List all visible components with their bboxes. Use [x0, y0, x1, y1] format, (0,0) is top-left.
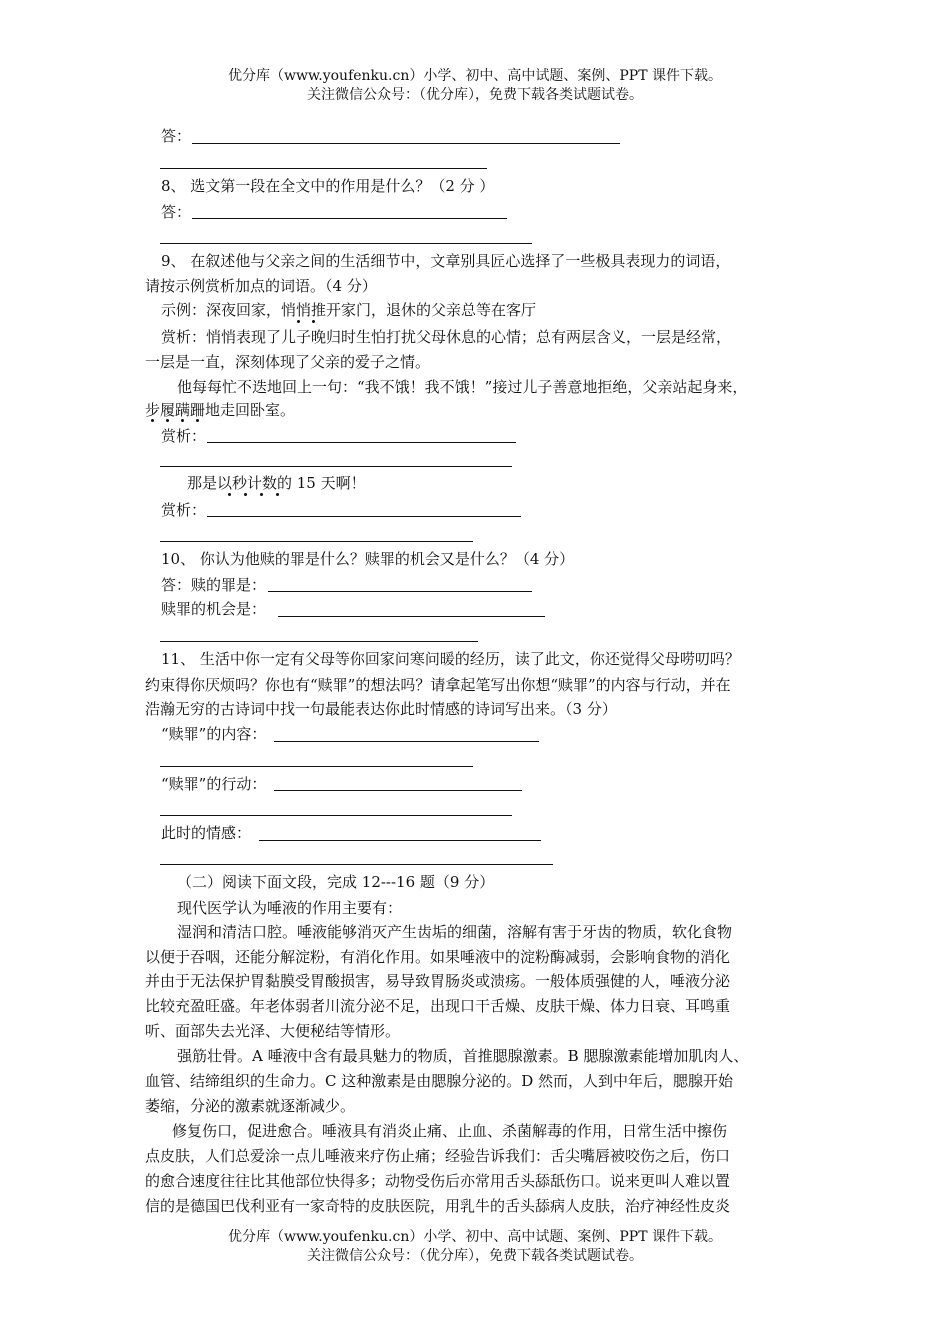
q9-analysis-2-line-1[interactable] [207, 516, 521, 517]
q9-analysis-1-line-2[interactable] [160, 466, 512, 467]
q9-sentence-1-line-1: 他每每忙不迭地回上一句：“我不饿！我不饿！”接过儿子善意地拒绝，父亲站起身来， [177, 378, 748, 396]
q10-sin-answer-line[interactable] [268, 591, 532, 592]
q10-extra-answer-line[interactable] [160, 641, 478, 642]
emphasis-dot [312, 320, 315, 323]
q9-sentence-1-line-2: 步履蹒跚地走回卧室。 [145, 401, 296, 419]
q8-answer-label: 答： [161, 203, 192, 221]
q8-answer-line-1[interactable] [192, 218, 507, 219]
emphasis-dot [151, 419, 154, 422]
q11-action-answer-line-1[interactable] [274, 790, 522, 791]
emphasis-dot [181, 419, 184, 422]
q10-chance-answer-line[interactable] [278, 616, 545, 617]
q7-answer-label: 答： [161, 127, 192, 145]
q9-analysis-label-1: 赏析： [161, 427, 207, 445]
q9-question-line-1: 9、 在叙述他与父亲之间的生活细节中，文章别具匠心选择了一些极具表现力的词语， [161, 252, 731, 270]
passage-paragraph-1-line: 以便于吞咽，还能分解淀粉，有消化作用。如果唾液中的淀粉酶减弱，会影响食物的消化 [145, 948, 731, 966]
q10-question: 10、 你认为他赎的罪是什么？赎罪的机会又是什么？（4 分） [161, 550, 575, 568]
q10-label-chance: 赎罪的机会是： [161, 600, 267, 618]
passage-paragraph-2-line: 萎缩，分泌的激素就逐渐减少。 [145, 1097, 356, 1115]
q8-question: 8、 选文第一段在全文中的作用是什么？（2 分 ） [161, 177, 495, 195]
q11-label-feeling: 此时的情感： [161, 824, 252, 842]
q7-answer-line-1[interactable] [192, 143, 620, 144]
q9-analysis-label-2: 赏析： [161, 501, 207, 519]
emphasis-dot [260, 493, 263, 496]
q11-label-action: “赎罪”的行动： [161, 775, 267, 793]
q9-sentence-2: 那是以秒计数的 15 天啊！ [187, 474, 366, 492]
passage-paragraph-3-line: 信的是德国巴伐利亚有一家奇特的皮肤医院，用乳牛的舌头舔病人皮肤，治疗神经性皮炎 [145, 1197, 731, 1215]
q9-question-line-2: 请按示例赏析加点的词语。（4 分） [145, 277, 377, 295]
passage-paragraph-3-line: 的愈合速度往往比其他部位快得多；动物受伤后亦常用舌头舔舐伤口。说来更叫人难以置 [145, 1172, 731, 1190]
passage-paragraph-1-line: 听、面部失去光泽、大便秘结等情形。 [145, 1022, 401, 1040]
passage-paragraph-2-line: 强筋壮骨。A 唾液中含有最具魅力的物质，首推腮腺激素。B 腮腺激素能增加肌肉人、 [177, 1047, 749, 1065]
q11-content-answer-line-1[interactable] [274, 741, 539, 742]
q11-question-line-2: 约束得你厌烦吗？你也有“赎罪”的想法吗？请拿起笔写出你想“赎罪”的内容与行动，并在 [145, 676, 731, 694]
q11-question-line-3: 浩瀚无穷的古诗词中找一句最能表达你此时情感的诗词写出来。（3 分） [145, 700, 617, 718]
page-header-line-1: 优分库（www.youfenku.cn）小学、初中、高中试题、案例、PPT 课件下载。 [227, 68, 722, 84]
q9-analysis-2-line-2[interactable] [160, 541, 473, 542]
passage-paragraph-3-line: 修复伤口，促进愈合。唾液具有消炎止痛、止血、杀菌解毒的作用，日常生活中擦伤 [172, 1122, 728, 1140]
page-footer-line-1: 优分库（www.youfenku.cn）小学、初中、高中试题、案例、PPT 课件下载。 [227, 1229, 722, 1245]
q9-example-analysis-line-1: 赏析：悄悄表现了儿子晚归时生怕打扰父母休息的心情；总有两层含义，一层是经常， [161, 328, 732, 346]
emphasis-dot [166, 419, 169, 422]
q11-label-content: “赎罪”的内容： [161, 725, 267, 743]
emphasis-dot [276, 493, 279, 496]
q7-answer-line-2[interactable] [160, 168, 487, 169]
passage-paragraph-1-line: 并由于无法保护胃黏膜受胃酸损害，易导致胃肠炎或溃疡。一般体质强健的人，唾液分泌 [145, 972, 731, 990]
q9-example: 示例：深夜回家，悄悄推开家门，退休的父亲总等在客厅 [161, 301, 537, 319]
q11-action-answer-line-2[interactable] [160, 815, 512, 816]
q11-content-answer-line-2[interactable] [160, 766, 473, 767]
q11-feeling-answer-line-1[interactable] [259, 840, 541, 841]
q9-example-analysis-line-2: 一层是一直，深刻体现了父亲的爱子之情。 [145, 353, 431, 371]
q8-answer-line-2[interactable] [160, 243, 532, 244]
section-2-title: （二）阅读下面文段，完成 12---16 题（9 分） [177, 873, 495, 891]
emphasis-dot [228, 493, 231, 496]
q11-question-line-1: 11、 生活中你一定有父母等你回家问寒问暖的经历，读了此文，你还觉得父母唠叨吗？ [161, 650, 740, 668]
emphasis-dot [196, 419, 199, 422]
q10-label-sin: 答：赎的罪是： [161, 576, 267, 594]
page-header-line-2: 关注微信公众号：（优分库），免费下载各类试题试卷。 [307, 87, 643, 103]
passage-paragraph-2-line: 血管、结缔组织的生命力。C 这种激素是由腮腺分泌的。D 然而，人到中年后，腮腺开始 [145, 1072, 734, 1090]
emphasis-dot [297, 320, 300, 323]
emphasis-dot [244, 493, 247, 496]
q11-feeling-answer-line-2[interactable] [160, 864, 553, 865]
page-footer-line-2: 关注微信公众号：（优分库），免费下载各类试题试卷。 [307, 1248, 643, 1264]
passage-paragraph-1-line: 湿润和清洁口腔。唾液能够消灭产生齿垢的细菌，溶解有害于牙齿的物质，软化食物 [177, 923, 733, 941]
q9-analysis-1-line-1[interactable] [207, 442, 516, 443]
section-2-intro: 现代医学认为唾液的作用主要有： [177, 899, 403, 917]
passage-paragraph-1-line: 比较充盈旺盛。年老体弱者川流分泌不足，出现口干舌燥、皮肤干燥、体力日衰、耳鸣重 [145, 997, 731, 1015]
passage-paragraph-3-line: 点皮肤，人们总爱涂一点儿唾液来疗伤止痛；经验告诉我们：舌尖嘴唇被咬伤之后，伤口 [145, 1147, 731, 1165]
